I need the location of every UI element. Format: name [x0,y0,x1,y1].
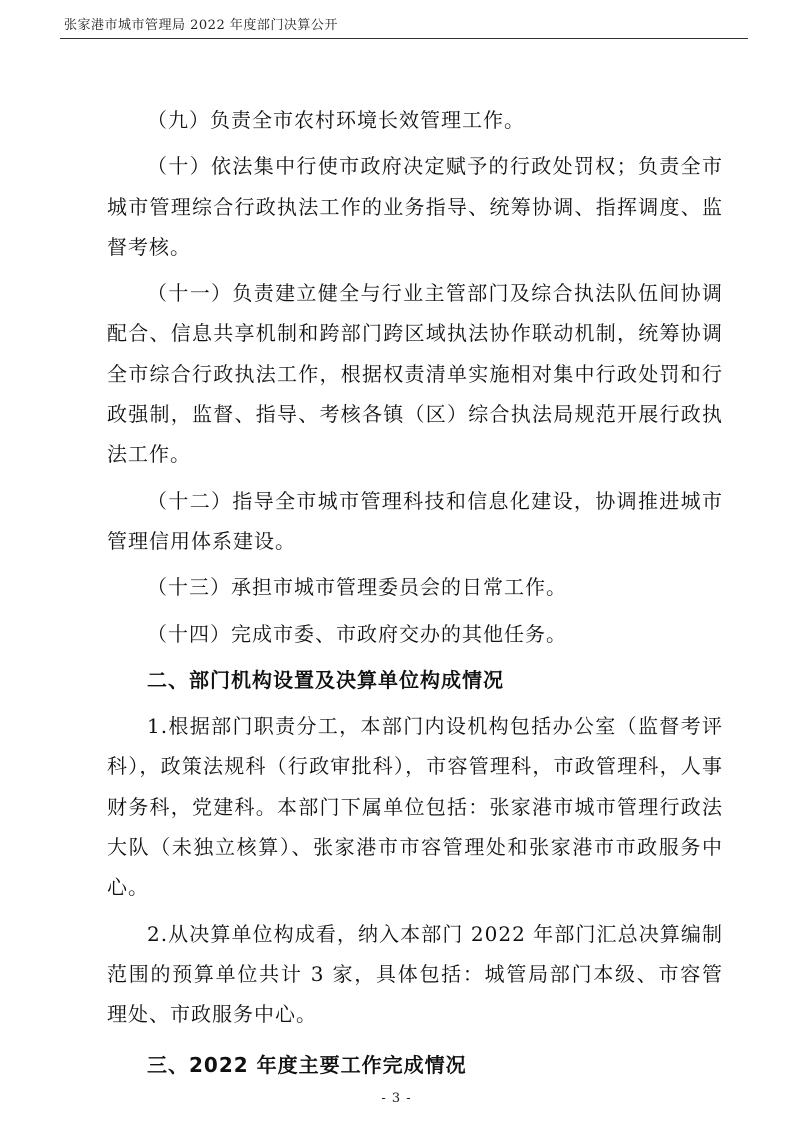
paragraph-duty-13: （十三）承担市城市管理委员会的日常工作。 [147,575,567,600]
section-heading-3: 三、2022 年度主要工作完成情况 [147,1052,467,1077]
paragraph-duty-9: （九）负责全市农村环境长效管理工作。 [147,108,525,132]
paragraph-duty-14: （十四）完成市委、市政府交办的其他任务。 [147,621,567,646]
paragraph-duty-12: （十二）指导全市城市管理科技和信息化建设，协调推进城市管理信用体系建设。 [107,488,723,553]
header-divider [60,38,748,39]
page-header-title: 张家港市城市管理局 2022 年度部门决算公开 [64,18,338,33]
paragraph-duty-11: （十一）负责建立健全与行业主管部门及综合执法队伍间协调配合、信息共享机制和跨部门跨区域执法协作联动机制，统筹协调全市综合行政执法工作，根据权责清单实施相对集中行政处罚和行政强制，监督、指导、考核各镇（区）综合执法局规范开展行政执法工作。 [107,281,723,467]
paragraph-section2-item2: 2.从决算单位构成看，纳入本部门 2022 年部门汇总决算编制范围的预算单位共计 3 家，具体包括：城管局部门本级、市容管理处、市政服务中心。 [107,921,723,1027]
paragraph-duty-10: （十）依法集中行使市政府决定赋予的行政处罚权；负责全市城市管理综合行政执法工作的业务指导、统筹协调、指挥调度、监督考核。 [107,154,723,259]
page-number: - 3 - [381,1091,412,1106]
paragraph-section2-item1: 1.根据部门职责分工，本部门内设机构包括办公室（监督考评科），政策法规科（行政审批科），市容管理科，市政管理科，人事财务科，党建科。本部门下属单位包括：张家港市城市管理行政法大队（未独立核算）、张家港市市容管理处和张家港市市政服务中心。 [107,714,723,900]
section-heading-2: 二、部门机构设置及决算单位构成情况 [147,667,504,692]
document-body [107,100,723,1085]
